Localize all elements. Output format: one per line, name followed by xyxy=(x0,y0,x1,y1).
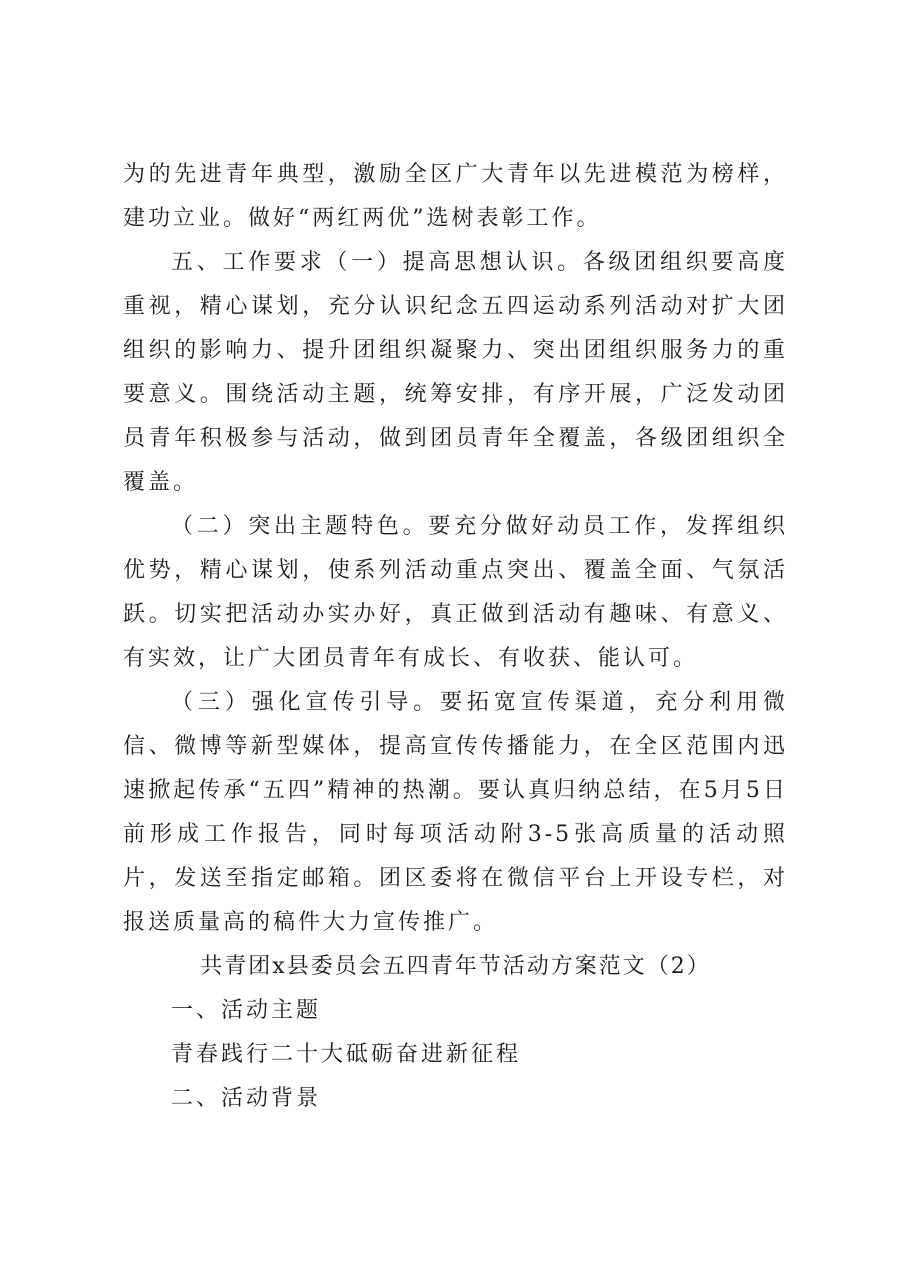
paragraph-activity-theme: 青春践行二十大砥砺奋进新征程 xyxy=(171,1042,522,1067)
paragraph-work-requirements-2: （二）突出主题特色。要充分做好动员工作，发挥组织优势，精心谋划，使系列活动重点突出、覆盖全面、气氛活跃。切实把活动办实办好，真正做到活动有趣味、有意义、有实效，让广大团员青年有成长、有收获、能认可。 xyxy=(123,514,788,671)
paragraph-advanced-youth: 为的先进青年典型，激励全区广大青年以先进模范为榜样，建功立业。做好“两红两优”选树表彰工作。 xyxy=(123,162,788,231)
paragraph-activity-background-heading: 二、活动背景 xyxy=(171,1086,322,1111)
section-heading: 共青团x县委员会五四青年节活动方案范文（2） xyxy=(200,954,711,979)
paragraph-work-requirements-1: 五、工作要求（一）提高思想认识。各级团组织要高度重视，精心谋划，充分认识纪念五四运动系列活动对扩大团组织的影响力、提升团组织凝聚力、突出团组织服务力的重要意义。围绕活动主题，统筹安排，有序开展，广泛发动团员青年积极参与活动，做到团员青年全覆盖，各级团组织全覆盖。 xyxy=(123,250,788,495)
paragraph-activity-theme-heading: 一、活动主题 xyxy=(171,998,322,1023)
paragraph-work-requirements-3: （三）强化宣传引导。要拓宽宣传渠道，充分利用微信、微博等新型媒体，提高宣传传播能力，在全区范围内迅速掀起传承“五四”精神的热潮。要认真归纳总结，在5月5日前形成工作报告，同时每项活动附3-5张高质量的活动照片，发送至指定邮箱。团区委将在微信平台上开设专栏，对报送质量高的稿件大力宣传推广。 xyxy=(123,690,788,935)
document-body xyxy=(123,153,788,1121)
